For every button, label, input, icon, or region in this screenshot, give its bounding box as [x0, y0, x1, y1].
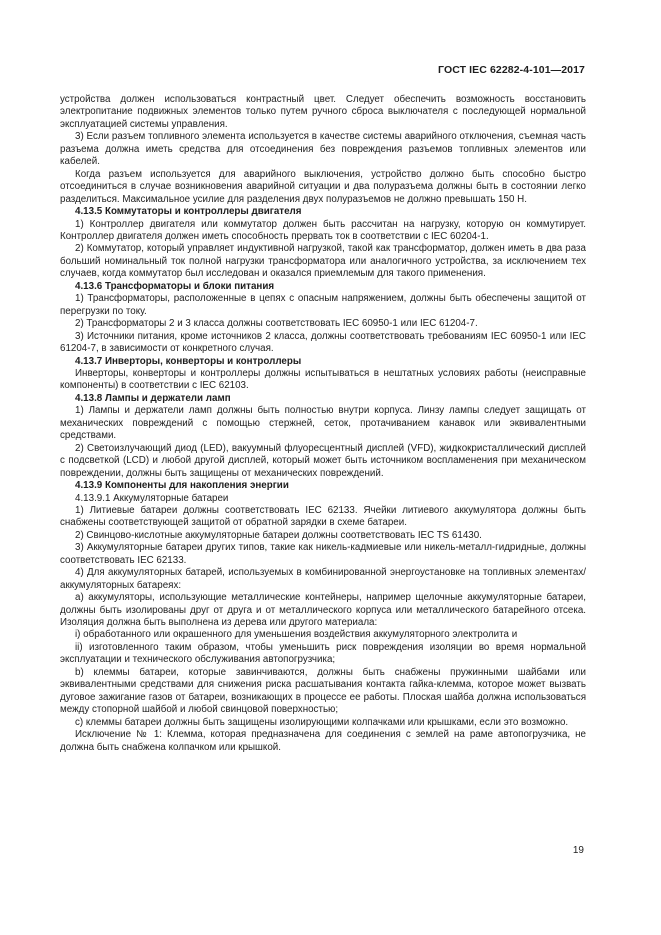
paragraph: 1) Литиевые батареи должны соответствовать IEC 62133. Ячейки литиевого аккумулятора должны быть снабжены соответствующей защитой от обратной зарядки в схеме батареи.	[60, 504, 586, 529]
paragraph: 3) Если разъем топливного элемента используется в качестве системы аварийного отключения, съемная часть разъема должна иметь средства для отсоединения без повреждения разъемов топливных элементов или кабелей.	[60, 131, 586, 168]
paragraph: 4) Для аккумуляторных батарей, используемых в комбинированной энергоустановке на топливных элементах/аккумуляторных батареях:	[60, 567, 586, 591]
exception-note: Исключение № 1: Клемма, которая предназначена для соединения с землей на раме автопогрузчика, не должна быть снабжена колпачком или крышкой.	[60, 729, 586, 753]
section-heading: 4.13.6 Трансформаторы и блоки питания	[75, 280, 275, 292]
paragraph: 1) Трансформаторы, расположенные в цепях с опасным напряжением, должны быть обеспечены защитой от перегрузки по току.	[60, 293, 586, 317]
section-heading: 4.13.7 Инверторы, конверторы и контроллеры	[75, 355, 302, 367]
paragraph: 2) Светоизлучающий диод (LED), вакуумный флуоресцентный дисплей (VFD), жидкокристаллический дисплей с подсветкой (LCD) и любой другой дисплей, который может быть источником воспламенения при механическом повреждении, должны быть защищены от механических повреждений.	[60, 442, 586, 479]
paragraph: 3) Источники питания, кроме источников 2 класса, должны соответствовать требованиям IEC 60950-1 или IEC 61204-7, в зависимости от конкретного случая.	[60, 330, 586, 355]
section-heading: 4.13.9 Компоненты для накопления энергии	[75, 480, 289, 492]
page-number: 19	[572, 845, 584, 856]
paragraph: i) обработанного или окрашенного для уменьшения воздействия аккумуляторного электролита и	[75, 629, 518, 641]
paragraph: 1) Лампы и держатели ламп должны быть полностью внутри корпуса. Линзу лампы следует защищать от механических повреждений с помощью стержней, сеток, протачиванием канавок или эквивалентными средствами.	[60, 405, 586, 442]
paragraph: b) клеммы батареи, которые завинчиваются, должны быть снабжены пружинными шайбами или эквивалентными средствами для снижения риска расшатывания контакта гайка-клемма, которое может вызвать дуговое зажигание газов от батареи, возникающих в процессе ее работы. Плоская шайба должна использоваться между стопорной шайбой и любой свинцовой поверхностью;	[60, 666, 586, 716]
subsection-heading: 4.13.9.1 Аккумуляторные батареи	[75, 492, 229, 504]
paragraph: 2) Коммутатор, который управляет индуктивной нагрузкой, такой как трансформатор, должен иметь в два раза больший номинальный ток полной нагрузки трансформатора или аналогичного устройства, за исключением тех случаев, когда коммутатор был исследован и оказался приемлемым для такого применения.	[60, 243, 586, 280]
paragraph: Когда разъем используется для аварийного выключения, устройство должно быть способно быстро отсоединиться в случае возникновения аварийной ситуации и два полуразъема должны быть в состоянии легко разделиться. Максимальное усилие для разделения двух полуразъемов не должно превышать 150 Н.	[60, 168, 586, 205]
paragraph: 1) Контроллер двигателя или коммутатор должен быть рассчитан на нагрузку, которую он коммутирует. Контроллер двигателя должен иметь способность прервать ток в соответствии с IEC 60204-1.	[60, 218, 586, 242]
paragraph: a) аккумуляторы, использующие металлические контейнеры, например щелочные аккумуляторные батареи, должны быть изолированы друг от друга и от металлического корпуса или металлического батарейного отсека. Изоляция должна быть выполнена из дерева или другого материала:	[60, 592, 586, 629]
paragraph: 2) Трансформаторы 2 и 3 класса должны соответствовать IEC 60950-1 или IEC 61204-7.	[75, 318, 478, 330]
paragraph: 3) Аккумуляторные батареи других типов, такие как никель-кадмиевые или никель-металл-гидридные, должны соответствовать IEC 62133.	[60, 542, 586, 566]
paragraph: Инверторы, конверторы и контроллеры должны испытываться в нештатных условиях работы (неисправные компоненты) в соответствии с IEC 62103.	[60, 367, 586, 392]
paragraph: c) клеммы батареи должны быть защищены изолирующими колпачками или крышками, если это возможно.	[75, 716, 569, 728]
document-code: ГОСТ IEC 62282-4-101—2017	[438, 64, 585, 76]
paragraph: устройства должен использоваться контрастный цвет. Следует обеспечить возможность восстановить электропитание подвижных элементов только путем ручного сброса выключателя с последующей нормальной эксплуатацией системы управления.	[60, 94, 586, 130]
paragraph: ii) изготовленного таким образом, чтобы уменьшить риск повреждения изоляции во время нормальной эксплуатации и технического обслуживания автопогрузчика;	[60, 641, 586, 666]
section-heading: 4.13.8 Лампы и держатели ламп	[75, 392, 231, 404]
paragraph: 2) Свинцово-кислотные аккумуляторные батареи должны соответствовать IEC TS 61430.	[75, 529, 482, 541]
document-body	[60, 94, 586, 754]
section-heading: 4.13.5 Коммутаторы и контроллеры двигателя	[75, 206, 302, 218]
